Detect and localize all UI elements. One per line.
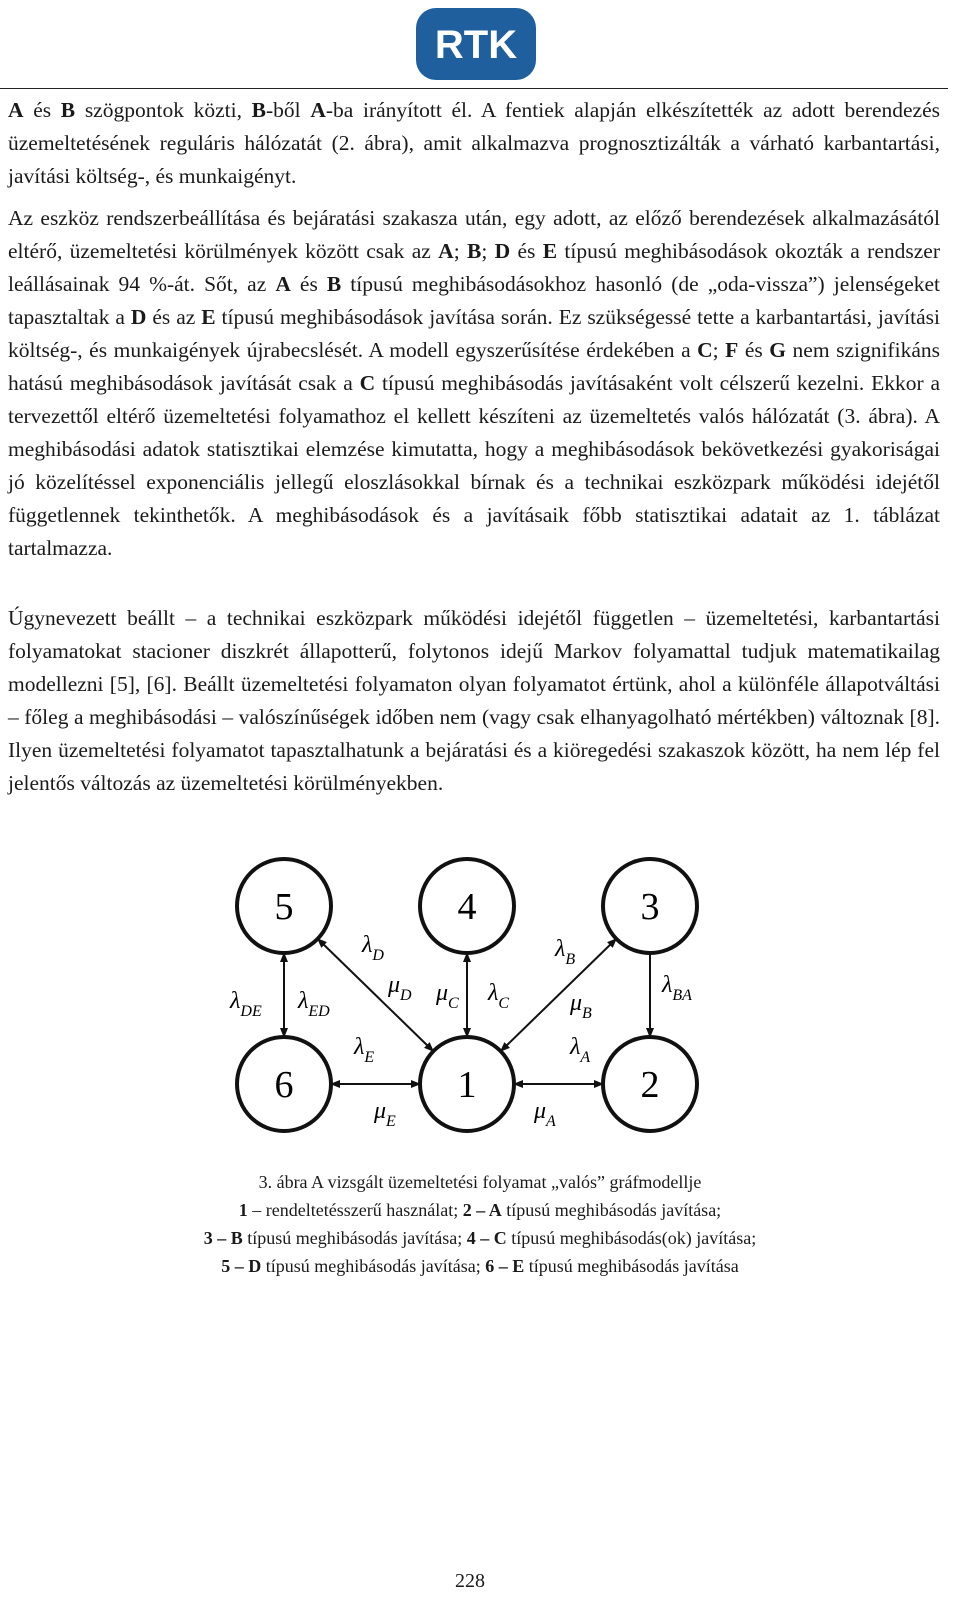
- bold-run: C: [697, 338, 713, 362]
- bold-run: D: [494, 239, 511, 263]
- bold-run: E: [201, 305, 216, 329]
- rate-subscript: C: [498, 995, 510, 1012]
- text-run: ;: [712, 338, 726, 362]
- paragraph-3: [8, 602, 940, 800]
- text-run: ;: [453, 239, 467, 263]
- text-run: Az eszköz rendszerbeállítása és bejáratási szakasza után, egy adott, az előző berendezések alkalmazásától eltérő, üzemeltetési körülmények között csak az: [8, 206, 940, 263]
- text-run: és: [510, 239, 543, 263]
- edge-rate-label: [554, 936, 575, 968]
- rate-subscript: B: [582, 1005, 592, 1022]
- rate-symbol: μ: [436, 980, 449, 1006]
- rate-subscript: D: [400, 987, 412, 1004]
- rate-symbol: λ: [298, 988, 309, 1014]
- logo-text: RTK: [434, 23, 518, 67]
- text-run: típusú meghibásodás(ok) javítása;: [506, 1228, 757, 1248]
- bold-run: C: [359, 371, 376, 395]
- bold-run: A: [8, 98, 24, 122]
- rate-subscript: E: [386, 1113, 396, 1130]
- bold-run: 5 – D: [221, 1256, 262, 1276]
- rate-subscript: BA: [672, 987, 692, 1004]
- node-label-3: 3: [640, 886, 660, 928]
- bold-run: 1: [238, 1200, 248, 1220]
- rate-symbol: λ: [570, 1034, 581, 1060]
- rtk-logo: [414, 6, 538, 82]
- edge-rate-label: [487, 980, 509, 1012]
- edge-rate-label: [361, 932, 384, 964]
- edge-rate-label: [297, 988, 330, 1020]
- rate-subscript: E: [364, 1049, 375, 1066]
- rate-subscript: A: [546, 1113, 556, 1130]
- bold-run: 4 – C: [466, 1228, 507, 1248]
- bold-run: A: [310, 98, 326, 122]
- bold-run: G: [769, 338, 787, 362]
- rate-symbol: λ: [354, 1034, 365, 1060]
- rate-symbol: μ: [374, 1098, 387, 1124]
- bold-run: 2 – A: [462, 1200, 502, 1220]
- caption-line: [120, 1196, 840, 1224]
- text-run: típusú meghibásodás javítása;: [261, 1256, 486, 1276]
- bold-run: B: [251, 98, 266, 122]
- rate-subscript: A: [580, 1049, 591, 1066]
- edge-rate-label: [533, 1098, 556, 1130]
- page-number: 228: [455, 1570, 485, 1592]
- rate-symbol: μ: [570, 990, 583, 1016]
- text-run: ;: [481, 239, 495, 263]
- text-run: és: [290, 272, 327, 296]
- text-run: típusú meghibásodásokhoz hasonló (de „oda-vissza”) jelenségeket tapasztaltak a: [8, 272, 940, 329]
- text-run: és: [738, 338, 770, 362]
- text-run: típusú meghibásodás javítása: [524, 1256, 739, 1276]
- text-run: 3. ábra A vizsgált üzemeltetési folyamat „valós” gráfmodellje: [258, 1172, 702, 1192]
- caption-line: [120, 1168, 840, 1196]
- text-run: és: [23, 98, 61, 122]
- rate-symbol: λ: [662, 972, 673, 998]
- rate-subscript: ED: [308, 1003, 330, 1020]
- text-run: típusú meghibásodások okozták a rendszer leállásainak 94 %-át. Sőt, az: [8, 239, 940, 296]
- text-run: típusú meghibásodás javítása;: [501, 1200, 722, 1220]
- text-run: típusú meghibásodások javítása során. Ez szükségessé tette a karbantartási, javítási költség-, és munkaigények újrabecslését. A modell egyszerűsítése érdekében a: [8, 305, 940, 362]
- bold-run: E: [542, 239, 558, 263]
- node-label-6: 6: [274, 1064, 294, 1106]
- bold-run: 6 – E: [485, 1256, 525, 1276]
- rate-symbol: λ: [230, 988, 241, 1014]
- edge-rate-label: [353, 1034, 374, 1066]
- bold-run: A: [275, 272, 291, 296]
- edge-rate-label: [569, 1034, 590, 1066]
- rate-symbol: μ: [388, 972, 401, 998]
- text-run: nem szignifikáns hatású meghibásodások javítását csak a: [8, 338, 940, 395]
- rate-subscript: C: [448, 995, 459, 1012]
- bold-run: B: [467, 239, 482, 263]
- text-run: típusú meghibásodás javítása;: [242, 1228, 467, 1248]
- rate-symbol: λ: [555, 936, 566, 962]
- rate-symbol: λ: [488, 980, 499, 1006]
- bold-run: B: [60, 98, 76, 122]
- rate-symbol: λ: [362, 932, 373, 958]
- text-run: szögpontok közti,: [75, 98, 252, 122]
- bold-run: A: [438, 239, 454, 263]
- rate-subscript: DE: [240, 1003, 262, 1020]
- text-run: típusú meghibásodás javításaként volt célszerű kezelni. Ekkor a tervezettől eltérő üzemeltetési folyamathoz el kellett készíteni az üzemeltetés valós hálózatát (3. ábra). A meghibásodási adatok statisztikai elemzése kimutatta, hogy a meghibásodások bekövetkezési gyakoriságai jó közelítéssel exponenciális jellegű eloszlásokkal bírnak és a technikai eszközpark működési idejétől függetlennek tekinthetők. A meghibásodások és a javításaik főbb statisztikai adatait az 1. táblázat tartalmazza.: [8, 371, 940, 560]
- text-run: -ba irányított él. A fentiek alapján elkészítették az adott berendezés üzemeltetésének reguláris hálózatát (2. ábra), amit alkalmazva prognosztizálták a várható karbantartási, javítási költség-, és munkaigényt.: [8, 98, 940, 188]
- node-label-4: 4: [457, 886, 477, 928]
- bold-run: F: [725, 338, 739, 362]
- rate-subscript: D: [372, 947, 384, 964]
- caption-line: [120, 1224, 840, 1252]
- edge-rate-label: [387, 972, 412, 1004]
- header-rule: [0, 88, 948, 89]
- caption-line: [120, 1252, 840, 1280]
- paragraph-1: [8, 94, 940, 193]
- node-label-5: 5: [274, 886, 294, 928]
- edge-rate-label: [569, 990, 592, 1022]
- text-run: -ből: [266, 98, 311, 122]
- edge-rate-label: [435, 980, 459, 1012]
- rate-symbol: μ: [534, 1098, 547, 1124]
- node-label-1: 1: [457, 1064, 477, 1106]
- text-run: és az: [146, 305, 202, 329]
- bold-run: B: [326, 272, 342, 296]
- figure-caption: [120, 1168, 840, 1280]
- text-run: Úgynevezett beállt – a technikai eszközpark működési idejétől független – üzemeltetési, karbantartási folyamatokat stacioner diszkrét állapotterű, folytonos idejű Markov folyamattal tudjuk matematikailag modellezni [5], [6]. Beállt üzemeltetési folyamaton olyan folyamatot értünk, ahol a különféle állapotváltási – főleg a meghibásodási – valószínűségek időben nem (vagy csak elhanyagolható mértékben) változnak [8]. Ilyen üzemeltetési folyamatot tapasztalhatunk a bejáratási és a kiöregedési szakaszok között, ha nem lép fel jelentős változás az üzemeltetési körülményekben.: [8, 606, 940, 795]
- edge-rate-label: [373, 1098, 396, 1130]
- edge-rate-label: [229, 988, 262, 1020]
- bold-run: 3 – B: [203, 1228, 243, 1248]
- node-label-2: 2: [640, 1064, 660, 1106]
- text-run: – rendeltetésszerű használat;: [247, 1200, 463, 1220]
- edge-rate-label: [661, 972, 692, 1004]
- paragraph-2: [8, 202, 940, 565]
- rate-subscript: B: [565, 951, 576, 968]
- graph-diagram: [200, 850, 760, 1150]
- bold-run: D: [130, 305, 147, 329]
